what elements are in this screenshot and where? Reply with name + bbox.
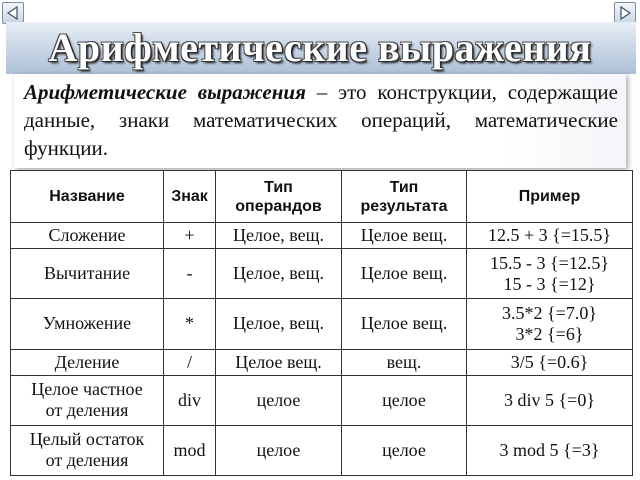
operation-sign-cell: +	[164, 223, 216, 249]
triangle-left-icon	[6, 6, 20, 20]
example-line: 15.5 - 3 {=12.5}	[490, 252, 609, 273]
result-type-cell: Целое вещ.	[342, 299, 467, 349]
operation-sign-cell: div	[164, 375, 216, 425]
example-line: 3 div 5 {=0}	[504, 389, 595, 410]
example-line: 3*2 {=6}	[515, 323, 584, 344]
header-name: Название	[11, 171, 164, 223]
intro-term: Арифметические выражения	[24, 80, 306, 104]
result-type-cell: вещ.	[342, 349, 467, 375]
operation-name-cell	[11, 349, 164, 375]
header-example: Пример	[467, 171, 633, 223]
intro-text	[24, 78, 618, 162]
example-line: 3.5*2 {=7.0}	[502, 302, 597, 323]
operation-name-cell	[11, 375, 164, 425]
example-cell	[467, 349, 633, 375]
result-type-cell: Целое вещ.	[342, 223, 467, 249]
example-line: 15 - 3 {=12}	[503, 273, 596, 294]
example-cell	[467, 249, 633, 299]
operand-type-cell: Целое, вещ.	[216, 299, 342, 349]
operations-table	[10, 170, 633, 476]
table-header-row	[11, 171, 633, 223]
operation-name: от деления	[45, 450, 129, 471]
operation-name: Умножение	[42, 313, 132, 334]
previous-slide-button[interactable]	[2, 2, 24, 24]
header-operand-type	[216, 171, 342, 223]
header-result-type-line: результата	[360, 197, 448, 215]
operation-name: Деление	[54, 351, 120, 372]
operation-name: Вычитание	[43, 263, 131, 284]
operation-sign-cell: /	[164, 349, 216, 375]
operation-name: Целый остаток	[29, 429, 145, 450]
result-type-cell: целое	[342, 375, 467, 425]
operation-name-cell	[11, 425, 164, 475]
next-slide-button[interactable]	[614, 2, 636, 24]
operand-type-cell: Целое, вещ.	[216, 223, 342, 249]
operation-name-cell	[11, 223, 164, 249]
example-line: 12.5 + 3 {=15.5}	[487, 225, 612, 246]
operand-type-cell: целое	[216, 375, 342, 425]
operation-name-cell	[11, 299, 164, 349]
header-operand-type-line: операндов	[235, 197, 322, 215]
table-row	[11, 425, 633, 475]
table-row	[11, 375, 633, 425]
example-line: 3 mod 5 {=3}	[499, 439, 600, 460]
result-type-cell: целое	[342, 425, 467, 475]
header-sign: Знак	[164, 171, 216, 223]
operation-sign-cell: -	[164, 249, 216, 299]
operation-name: Сложение	[48, 225, 126, 246]
example-cell	[467, 223, 633, 249]
operation-name: от деления	[45, 400, 129, 421]
example-cell	[467, 299, 633, 349]
example-line: 3/5 {=0.6}	[510, 351, 589, 372]
operation-sign-cell: *	[164, 299, 216, 349]
operation-sign-cell: mod	[164, 425, 216, 475]
operand-type-cell: Целое вещ.	[216, 349, 342, 375]
triangle-right-icon	[618, 6, 632, 20]
table-row	[11, 223, 633, 249]
example-cell	[467, 375, 633, 425]
operation-name: Целое частное	[31, 379, 143, 400]
table-row	[11, 299, 633, 349]
table-row	[11, 349, 633, 375]
header-operand-type-line: Тип	[264, 178, 293, 196]
slide-title: Арифметические выражения	[48, 25, 592, 70]
operation-name-cell	[11, 249, 164, 299]
operand-type-cell: целое	[216, 425, 342, 475]
table-row	[11, 249, 633, 299]
operand-type-cell: Целое, вещ.	[216, 249, 342, 299]
intro-definition: – это конструкции, содержащие данные, знаки математических операций, математические функции.	[24, 80, 618, 160]
header-result-type-line: Тип	[389, 178, 419, 196]
header-result-type	[342, 171, 467, 223]
example-cell	[467, 425, 633, 475]
result-type-cell: Целое вещ.	[342, 249, 467, 299]
